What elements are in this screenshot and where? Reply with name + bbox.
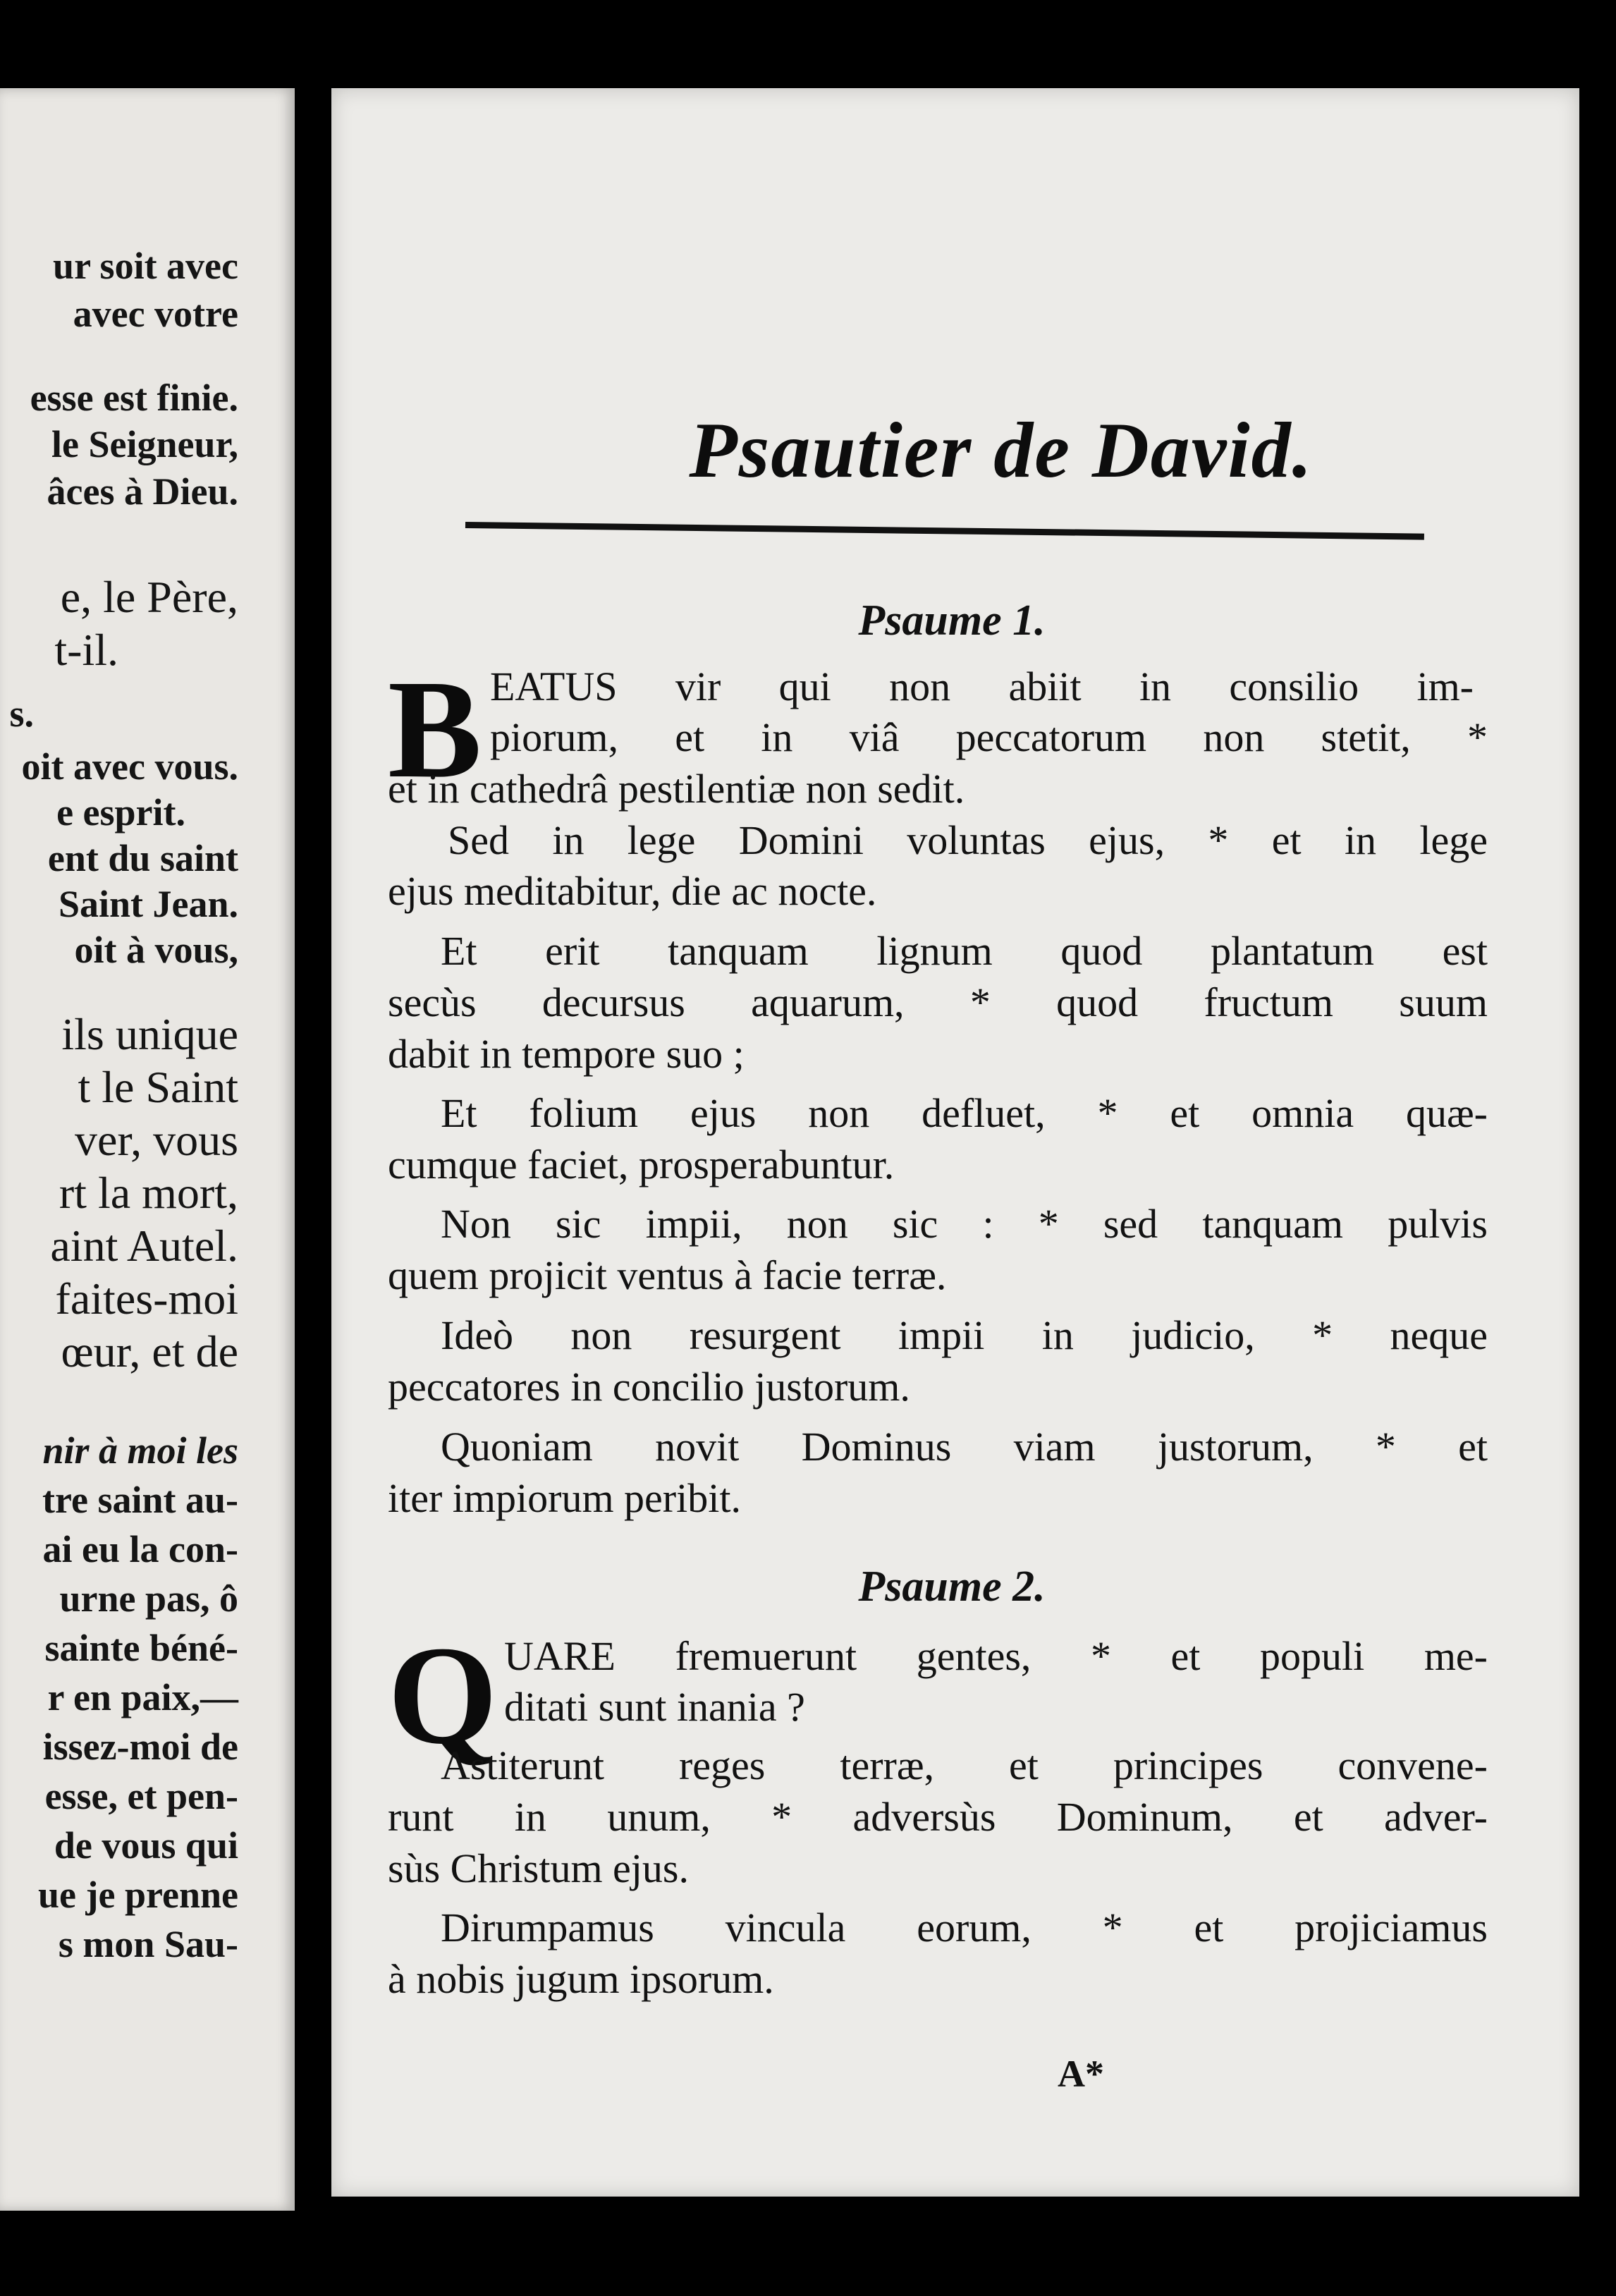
left-page-line: ver, vous [74, 1115, 238, 1165]
verse-line: secùs decursus aquarum, * quod fructum suum [388, 979, 1488, 1025]
left-page-line: œur, et de [61, 1326, 238, 1376]
left-facing-page [0, 88, 295, 2211]
left-page-line: r en paix,— [47, 1676, 238, 1718]
psalm-2-text [381, 1618, 1488, 2052]
left-page-line: esse est finie. [30, 377, 238, 419]
left-page-line: esse, et pen- [44, 1775, 238, 1817]
left-page-line: rt la mort, [59, 1168, 238, 1218]
left-page-line: e esprit. [56, 791, 185, 833]
page-title: Psautier de David. [689, 407, 1314, 494]
left-page-line: avec votre [73, 293, 238, 335]
left-page-line: oit avec vous. [21, 745, 238, 788]
verse-line: runt in unum, * adversùs Dominum, et adver- [388, 1794, 1488, 1840]
left-page-line: tre saint au- [42, 1479, 238, 1521]
left-page-line: s. [9, 692, 34, 735]
verse-line: EATUS vir qui non abiit in consilio im- [490, 664, 1474, 709]
psalm-1-heading: Psaume 1. [858, 597, 1046, 645]
left-page-line: ue je prenne [38, 1874, 238, 1916]
left-page-line: t-il. [54, 625, 118, 675]
left-page-line: le Seigneur, [51, 423, 238, 465]
verse-line: ditati sunt inania ? [504, 1684, 805, 1730]
verse-line: Ideò non resurgent impii in judicio, * neque [441, 1312, 1488, 1358]
verse-line: quem projicit ventus à facie terræ. [388, 1252, 947, 1298]
verse-line: Sed in lege Domini voluntas ejus, * et in lege [448, 817, 1488, 863]
title-rule [465, 522, 1424, 540]
verse-line: à nobis jugum ipsorum. [388, 1956, 774, 2002]
verse-line: ejus meditabitur, die ac nocte. [388, 868, 877, 914]
psalm-1-dropcap: B [388, 652, 482, 807]
left-page-line: t le Saint [78, 1062, 238, 1112]
verse-line: iter impiorum peribit. [388, 1475, 741, 1521]
verse-line: Et folium ejus non defluet, * et omnia quæ- [441, 1090, 1488, 1136]
verse-line: Et erit tanquam lignum quod plantatum est [441, 928, 1488, 974]
left-page-line: âces à Dieu. [47, 470, 238, 513]
verse-line: et in cathedrâ pestilentiæ non sedit. [388, 766, 965, 812]
verse-line: Astiterunt reges terræ, et principes convene- [441, 1742, 1488, 1788]
left-page-line: ils unique [61, 1009, 238, 1059]
verse-line: UARE fremuerunt gentes, * et populi me- [504, 1633, 1488, 1679]
psalm-2-heading: Psaume 2. [858, 1563, 1046, 1611]
verse-line: sùs Christum ejus. [388, 1845, 689, 1891]
verse-line: peccatores in concilio justorum. [388, 1364, 910, 1410]
left-page-line: ai eu la con- [42, 1528, 238, 1570]
left-page-line: sainte béné- [44, 1627, 238, 1669]
left-page-line: ur soit avec [53, 245, 238, 287]
left-page-line: aint Autel. [50, 1221, 238, 1271]
left-page-line: de vous qui [54, 1824, 238, 1867]
verse-line: Non sic impii, non sic : * sed tanquam pulvis [441, 1201, 1488, 1247]
left-page-line: faites-moi [55, 1274, 238, 1324]
left-page-line: nir à moi les [42, 1429, 238, 1472]
left-page-line: ent du saint [47, 837, 238, 879]
left-page-line: e, le Père, [60, 572, 238, 622]
left-page-line: s mon Sau- [58, 1923, 238, 1965]
left-page-line: oit à vous, [74, 929, 238, 971]
verse-line: dabit in tempore suo ; [388, 1031, 745, 1077]
left-page-line: Saint Jean. [58, 883, 238, 925]
main-page [331, 88, 1579, 2197]
verse-line: Dirumpamus vincula eorum, * et projiciamus [441, 1905, 1488, 1950]
psalm-2-dropcap: Q [388, 1618, 498, 1773]
book-gutter [295, 0, 331, 2296]
verse-line: Quoniam novit Dominus viam justorum, * et [441, 1424, 1488, 1470]
verse-line: piorum, et in viâ peccatorum non stetit, * [490, 714, 1488, 760]
left-page-line: issez-moi de [42, 1726, 238, 1768]
signature-mark: A* [1058, 2053, 1104, 2095]
verse-line: cumque faciet, prosperabuntur. [388, 1142, 895, 1187]
left-page-line: urne pas, ô [59, 1577, 238, 1620]
psalm-1-text [381, 652, 1488, 1576]
